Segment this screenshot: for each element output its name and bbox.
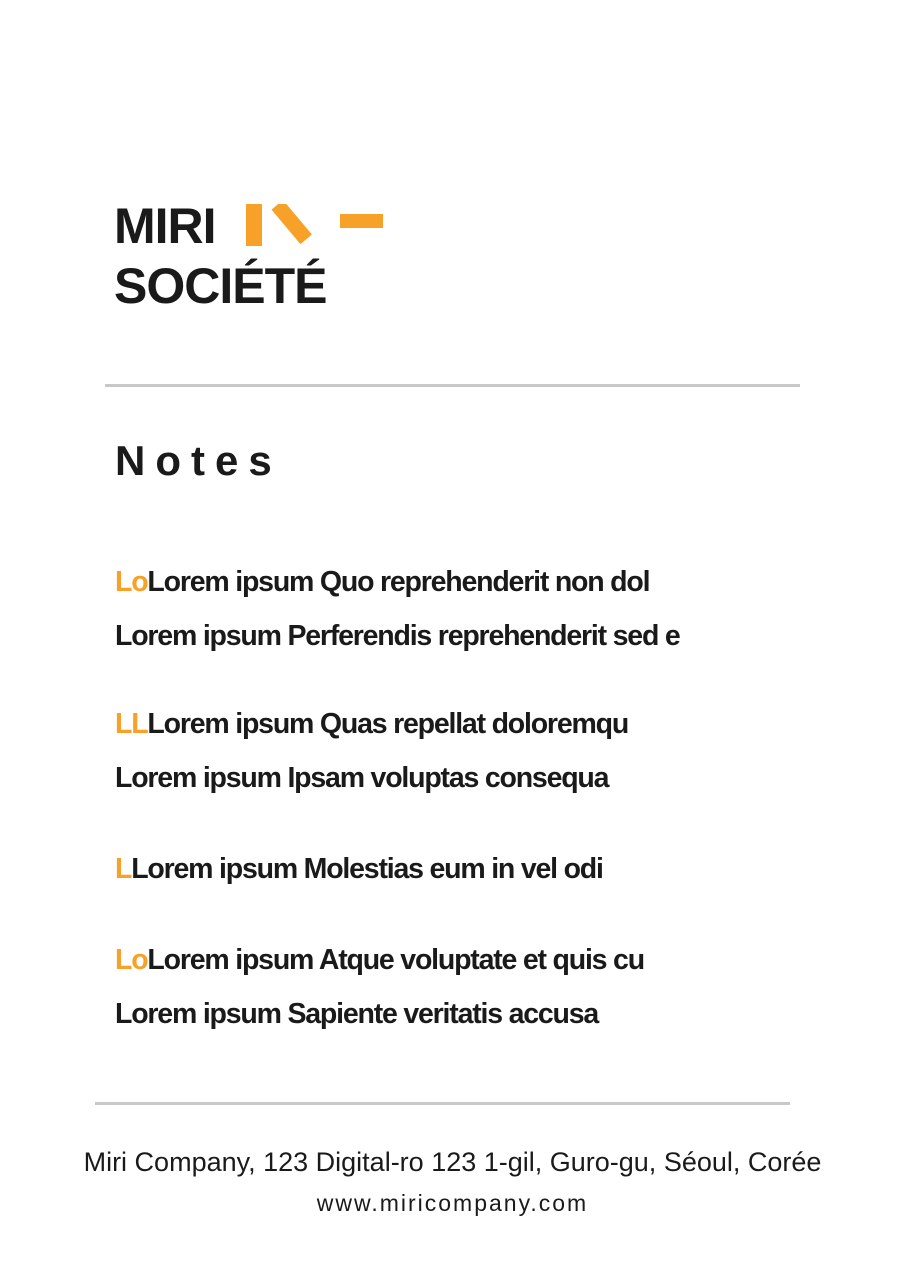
note-prefix: LL xyxy=(115,708,148,740)
top-divider xyxy=(105,384,800,387)
note-1-line-2 xyxy=(115,618,680,654)
note-text: Lorem ipsum Molestias eum in vel odi xyxy=(131,853,603,885)
note-text: Lorem ipsum Atque voluptate et quis cu xyxy=(147,944,644,976)
note-4-line-1 xyxy=(115,942,644,978)
note-4-line-2 xyxy=(115,996,598,1032)
notes-title: Notes xyxy=(115,437,282,484)
note-2-line-1 xyxy=(115,706,628,742)
note-1-line-1 xyxy=(115,564,649,600)
note-text: Lorem ipsum Sapiente veritatis accusa xyxy=(115,998,599,1030)
note-text: Lorem ipsum Perferendis reprehenderit sed e xyxy=(115,620,680,652)
company-logo xyxy=(114,196,326,316)
footer-address: Miri Company, 123 Digital-ro 123 1-gil, Guro-gu, Séoul, Corée xyxy=(83,1147,822,1177)
bottom-divider xyxy=(95,1102,790,1105)
logo-line-1: MIRI xyxy=(114,198,216,254)
note-3-line-1 xyxy=(115,851,603,887)
note-text: Lorem ipsum Quas repellat doloremqu xyxy=(147,708,629,740)
note-prefix: L xyxy=(115,853,132,885)
note-text: Lorem ipsum Quo reprehenderit non dol xyxy=(147,566,650,598)
logo-mark-icon xyxy=(246,204,386,248)
note-prefix: Lo xyxy=(115,566,148,598)
note-text: Lorem ipsum Ipsam voluptas consequa xyxy=(115,762,609,794)
footer-website: www.miricompany.com xyxy=(316,1190,589,1216)
logo-line-2: SOCIÉTÉ xyxy=(114,258,327,314)
note-2-line-2 xyxy=(115,760,608,796)
note-prefix: Lo xyxy=(115,944,148,976)
